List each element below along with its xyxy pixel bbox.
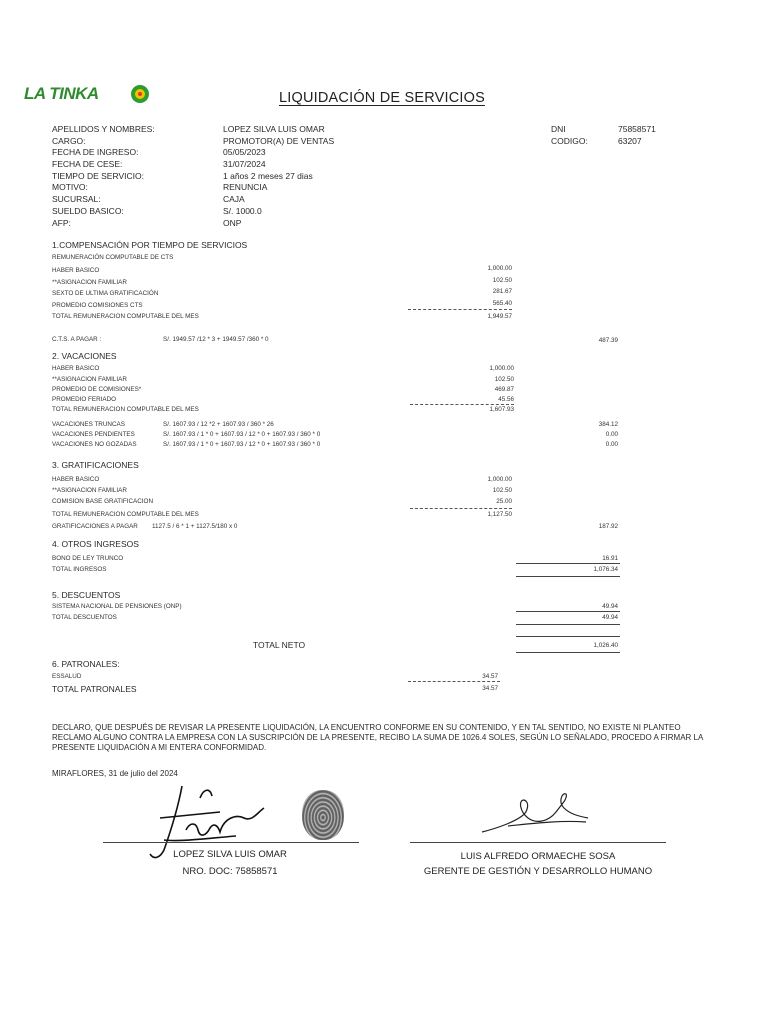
pay-label: VACACIONES TRUNCAS	[52, 421, 125, 428]
row-value: 1,000.00	[489, 365, 514, 372]
field-value: 31/07/2024	[223, 159, 266, 169]
row-value: 1,000.00	[487, 265, 512, 272]
neto-value: 1,026.40	[593, 642, 618, 649]
row-value: 102.50	[492, 487, 512, 494]
row-value: 469.87	[494, 386, 514, 393]
row-label: ESSALUD	[52, 673, 82, 680]
total-value: 1,127.50	[487, 511, 512, 518]
row-value: 45.56	[498, 396, 514, 403]
total-label: TOTAL REMUNERACION COMPUTABLE DEL MES	[52, 313, 199, 320]
total-label: TOTAL DESCUENTOS	[52, 614, 117, 621]
employee-signature-line	[103, 842, 359, 843]
row-label: PROMEDIO COMISIONES CTS	[52, 302, 143, 309]
field-label: SUELDO BASICO:	[52, 206, 124, 216]
declaration-text: DECLARO, QUE DESPUÉS DE REVISAR LA PRESENTE LIQUIDACIÓN, LA ENCUENTRO CONFORME EN SU CONTENIDO, Y EN TAL SENTIDO, NO EXISTE NI PLANTEO RECLAMO ALGUNO CONTRA LA EMPRESA CON LA SUSCRIPCIÓN DE LA PRESENTE, RECIBO LA SUMA DE 1026.4 SOLES, SEGÚN LO SEÑALADO, PROCEDO A FIRMAR LA PRESENTE LIQUIDACIÓN A MI ENTERA CONFORMIDAD.	[52, 723, 703, 752]
pay-formula: 1127.5 / 6 * 1 + 1127.5/180 x 0	[152, 523, 238, 530]
total-label: TOTAL PATRONALES	[52, 684, 137, 694]
field-label: FECHA DE INGRESO:	[52, 147, 139, 157]
fingerprint-icon	[302, 790, 344, 840]
row-label: SEXTO DE ULTIMA GRATIFICACIÓN	[52, 290, 159, 297]
row-value: 49.94	[602, 603, 618, 610]
row-label: HABER BASICO	[52, 476, 100, 483]
field-value: CAJA	[223, 194, 245, 204]
employee-doc: NRO. DOC: 75858571	[182, 866, 278, 877]
pay-formula: S/. 1607.93 / 1 * 0 + 1607.93 / 12 * 0 + 1607.93 / 360 * 0	[163, 431, 321, 438]
total-rule	[516, 652, 620, 653]
manager-signature-line	[410, 842, 666, 843]
section-subheading: REMUNERACIÓN COMPUTABLE DE CTS	[52, 254, 174, 261]
field-label: APELLIDOS Y NOMBRES:	[52, 124, 155, 134]
field-label: FECHA DE CESE:	[52, 159, 123, 169]
row-label: COMISION BASE GRATIFICACION	[52, 498, 153, 505]
codigo-label: CODIGO:	[551, 136, 588, 146]
row-value: 1,000.00	[487, 476, 512, 483]
total-rule	[516, 636, 620, 637]
manager-name: LUIS ALFREDO ORMAECHE SOSA	[460, 851, 616, 862]
row-label: PROMEDIO FERIADO	[52, 396, 117, 403]
total-rule	[516, 624, 620, 625]
subtotal-dashed-line	[410, 404, 514, 405]
pay-label: GRATIFICACIONES A PAGAR	[52, 523, 138, 530]
company-logo-text: LA TINKA	[24, 84, 99, 103]
total-value: 1,076.34	[593, 566, 618, 573]
section-heading: 2. VACACIONES	[52, 351, 117, 361]
pay-label: C.T.S. A PAGAR :	[52, 336, 102, 343]
manager-signature-icon	[478, 788, 598, 844]
subtotal-dashed-line	[410, 508, 512, 509]
field-label: SUCURSAL:	[52, 194, 101, 204]
row-label: SISTEMA NACIONAL DE PENSIONES (ONP)	[52, 603, 182, 610]
pay-formula: S/. 1607.93 / 12 *2 + 1607.93 / 360 * 26	[163, 421, 274, 428]
total-value: 34.57	[482, 685, 498, 692]
employee-name: LOPEZ SILVA LUIS OMAR	[173, 849, 287, 860]
field-value: PROMOTOR(A) DE VENTAS	[223, 136, 335, 146]
field-label: MOTIVO:	[52, 182, 88, 192]
company-logo-mark-icon	[131, 85, 149, 103]
row-label: **ASIGNACION FAMILIAR	[52, 279, 127, 286]
field-label: CARGO:	[52, 136, 86, 146]
manager-title: GERENTE DE GESTIÓN Y DESARROLLO HUMANO	[423, 866, 653, 877]
section-heading: 5. DESCUENTOS	[52, 590, 121, 600]
total-label: TOTAL INGRESOS	[52, 566, 107, 573]
total-rule	[516, 611, 620, 612]
field-value: S/. 1000.0	[223, 206, 262, 216]
pay-label: VACACIONES PENDIENTES	[52, 431, 135, 438]
total-rule	[516, 563, 620, 564]
row-value: 565.40	[492, 300, 512, 307]
row-label: **ASIGNACION FAMILIAR	[52, 487, 127, 494]
total-value: 1,607.93	[489, 406, 514, 413]
row-value: 25.00	[496, 498, 512, 505]
field-value: LOPEZ SILVA LUIS OMAR	[223, 124, 325, 134]
section-heading: 4. OTROS INGRESOS	[52, 539, 139, 549]
row-value: 281.67	[492, 288, 512, 295]
field-value: 1 años 2 meses 27 dias	[223, 171, 313, 181]
total-value: 1,949.57	[487, 313, 512, 320]
place-date: MIRAFLORES, 31 de julio del 2024	[52, 769, 178, 778]
subtotal-dashed-line	[408, 681, 500, 682]
pay-value: 487.39	[598, 337, 618, 344]
field-value: ONP	[223, 218, 242, 228]
total-label: TOTAL REMUNERACION COMPUTABLE DEL MES	[52, 406, 199, 413]
row-label: PROMEDIO DE COMISIONES*	[52, 386, 142, 393]
row-label: HABER BASICO	[52, 365, 100, 372]
section-heading: 6. PATRONALES:	[52, 659, 120, 669]
row-value: 16.91	[602, 555, 618, 562]
pay-value: 384.12	[598, 421, 618, 428]
pay-value: 0.00	[605, 431, 618, 438]
field-value: 05/05/2023	[223, 147, 266, 157]
total-value: 49.94	[602, 614, 618, 621]
pay-value: 187.92	[598, 523, 618, 530]
total-label: TOTAL REMUNERACION COMPUTABLE DEL MES	[52, 511, 199, 518]
pay-formula: S/. 1607.93 / 1 * 0 + 1607.93 / 12 * 0 + 1607.93 / 360 * 0	[163, 441, 321, 448]
pay-label: VACACIONES NO GOZADAS	[52, 441, 137, 448]
subtotal-dashed-line	[408, 309, 512, 310]
section-heading: 1.COMPENSACIÓN POR TIEMPO DE SERVICIOS	[52, 240, 248, 250]
neto-label: TOTAL NETO	[253, 640, 306, 650]
document-title: LIQUIDACIÓN DE SERVICIOS	[279, 90, 485, 106]
field-label: TIEMPO DE SERVICIO:	[52, 171, 144, 181]
pay-formula: S/. 1949.57 /12 * 3 + 1949.57 /360 * 0	[163, 336, 269, 343]
row-value: 34.57	[482, 673, 498, 680]
row-value: 102.50	[494, 376, 514, 383]
row-label: HABER BASICO	[52, 267, 100, 274]
codigo-value: 63207	[618, 136, 642, 146]
row-label: BONO DE LEY TRUNCO	[52, 555, 124, 562]
total-rule	[516, 576, 620, 577]
field-value: RENUNCIA	[223, 182, 268, 192]
section-heading: 3. GRATIFICACIONES	[52, 460, 139, 470]
dni-value: 75858571	[618, 124, 656, 134]
field-label: AFP:	[52, 218, 71, 228]
dni-label: DNI	[551, 124, 566, 134]
row-value: 102.50	[492, 277, 512, 284]
pay-value: 0.00	[605, 441, 618, 448]
row-label: **ASIGNACION FAMILIAR	[52, 376, 127, 383]
